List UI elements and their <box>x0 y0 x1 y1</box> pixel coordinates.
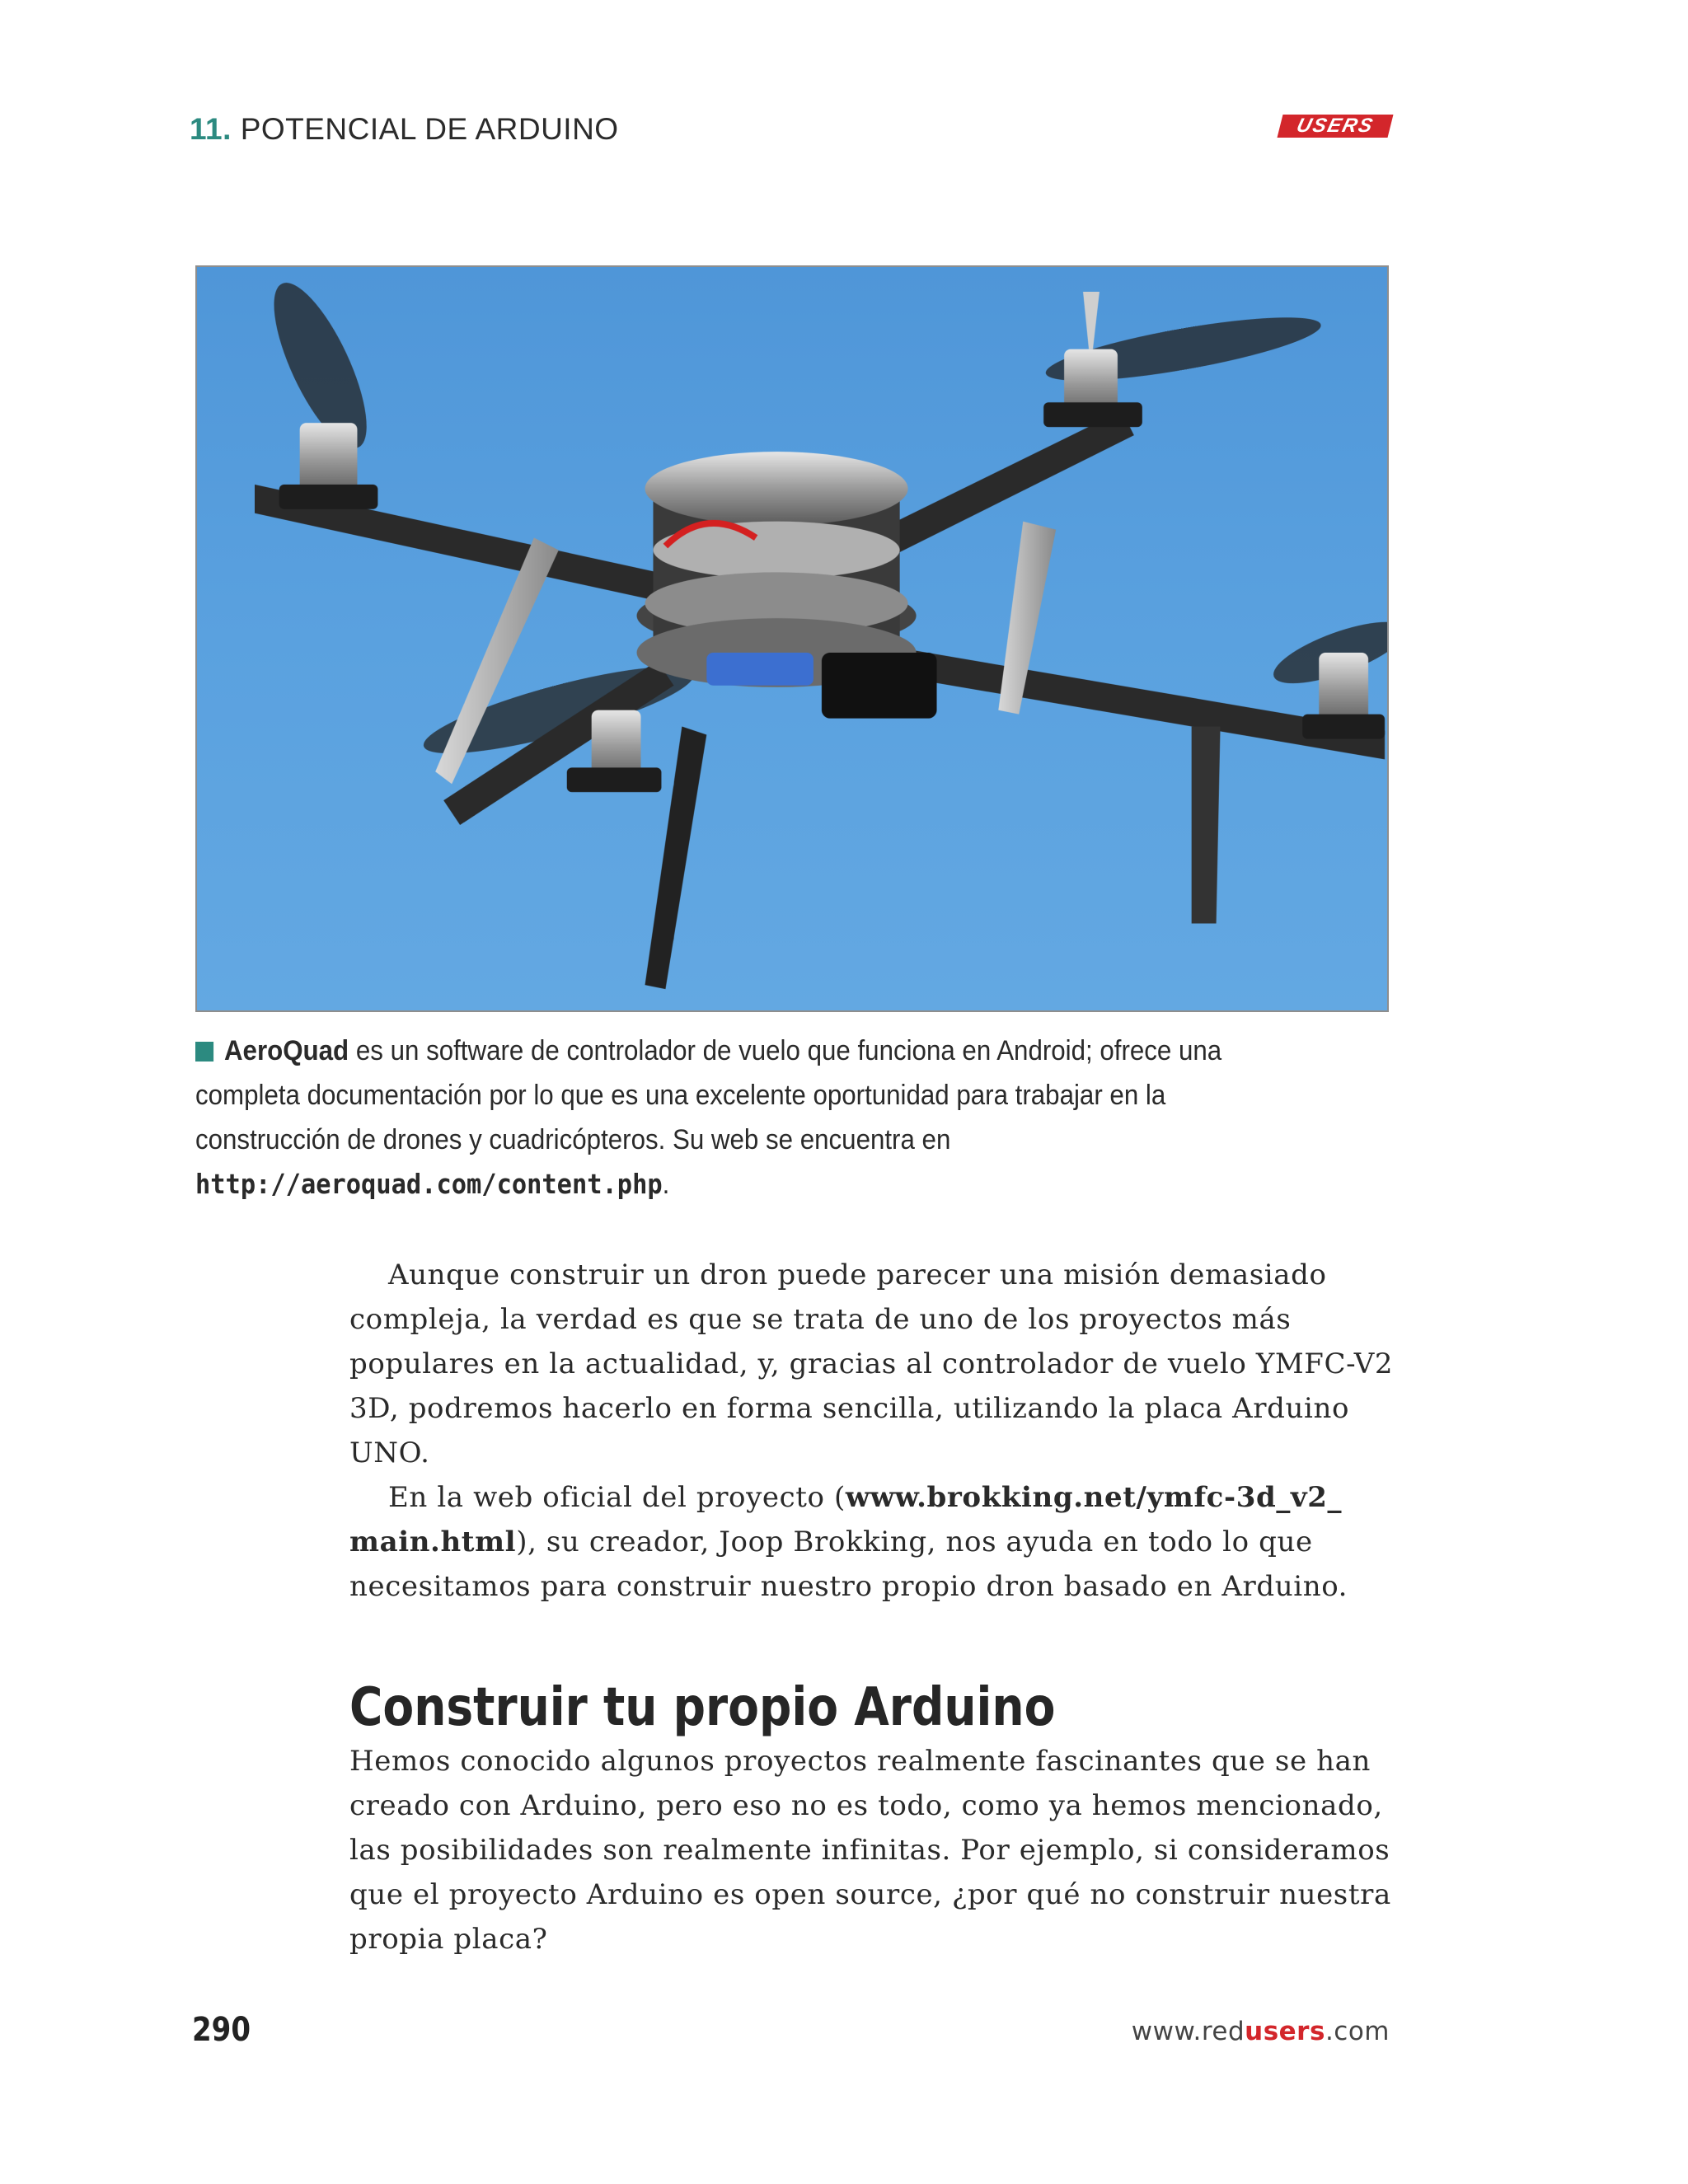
paragraph-2-start: En la web oficial del proyecto ( <box>388 1481 846 1514</box>
caption-text: es un software de controlador de vuelo que funciona en Android; ofrece una completa documentación por lo que es una excelente oportunidad para trabajar en la construcción de drones y cuadricópteros. Su web se encuentra en <box>195 1035 1222 1155</box>
project-url-link[interactable]: www.brokking.net/ymfc-3d_v2_ main.html <box>349 1481 1343 1558</box>
caption-url-link[interactable]: http://aeroquad.com/content.php <box>195 1168 663 1200</box>
body-paragraphs <box>349 1253 1396 1609</box>
chapter-number: 11. <box>190 112 232 146</box>
section-paragraph: Hemos conocido algunos proyectos realmente fascinantes que se han creado con Arduino, pero eso no es todo, como ya hemos mencionado, las posibilidades son realmente infinitas. Por ejemplo, si consideramos que el proyecto Arduino es open source, ¿por qué no construir nuestra propia placa? <box>349 1745 1391 1956</box>
section-heading: Construir tu propio Arduino <box>349 1677 1056 1738</box>
quadcopter-illustration <box>197 267 1387 1010</box>
page-number: 290 <box>192 2011 251 2049</box>
paragraph-2 <box>349 1475 1396 1609</box>
footer-website[interactable] <box>1132 2017 1390 2046</box>
footer-url-brand: users <box>1245 2017 1325 2046</box>
chapter-title: POTENCIAL DE ARDUINO <box>240 112 619 146</box>
quadcopter-photo <box>195 265 1389 1012</box>
caption-bullet-icon <box>195 1042 213 1062</box>
section-body <box>349 1739 1396 1961</box>
users-logo <box>1278 115 1394 138</box>
paragraph-1: Aunque construir un dron puede parecer una misión demasiado compleja, la verdad es que se trata de uno de los proyectos más populares en la actualidad, y, gracias al controlador de vuelo YMFC-V2 3D, podremos hacerlo en forma sencilla, utilizando la placa Arduino UNO. <box>349 1258 1394 1469</box>
caption-software-name: AeroQuad <box>223 1035 349 1066</box>
paragraph-2-end: ), su creador, Joop Brokking, nos ayuda en todo lo que necesitamos para construir nuestro propio dron basado en Arduino. <box>349 1526 1348 1603</box>
caption-end: . <box>662 1169 670 1200</box>
chapter-header <box>190 112 619 147</box>
footer-url-suffix: .com <box>1325 2017 1390 2046</box>
users-logo-text: USERS <box>1294 115 1376 137</box>
footer-url-prefix: www.red <box>1131 2017 1245 2046</box>
figure-caption <box>195 1029 1310 1207</box>
